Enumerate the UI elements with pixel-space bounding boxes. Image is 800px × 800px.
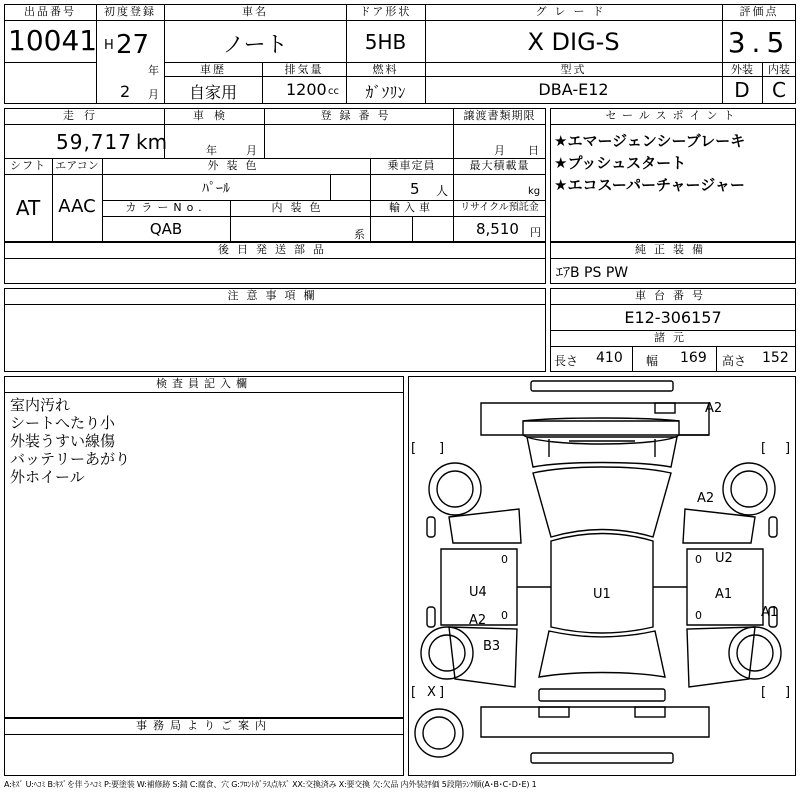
inspector-note-2: シートへたり小 bbox=[10, 414, 116, 432]
bracket: ] bbox=[785, 441, 791, 456]
reg-year: 27 bbox=[116, 30, 150, 60]
sales-point-2: ★プッシュスタート bbox=[554, 154, 687, 172]
transfer-day-unit: 日 bbox=[528, 144, 539, 157]
color: ﾊﾟｰﾙ bbox=[202, 181, 230, 197]
sales-points-label: セールスポイント bbox=[605, 109, 741, 122]
length: 410 bbox=[596, 350, 623, 366]
exterior-grade: D bbox=[734, 78, 750, 102]
displacement-unit: cc bbox=[328, 86, 339, 97]
transfer-label: 譲渡書類期限 bbox=[463, 109, 536, 122]
damage-mark: A2 bbox=[705, 401, 723, 416]
interior-color-unit: 系 bbox=[354, 228, 365, 241]
damage-mark: A1 bbox=[761, 605, 779, 620]
damage-mark: A2 bbox=[697, 491, 715, 506]
model-code-label: 型式 bbox=[560, 63, 587, 76]
fuel-label: 燃料 bbox=[372, 63, 399, 76]
zero-mark: 0 bbox=[695, 609, 702, 622]
displacement: 1200 bbox=[286, 80, 327, 99]
bracket: [ bbox=[411, 441, 417, 456]
damage-mark: U4 bbox=[469, 585, 487, 600]
bracket: [ bbox=[411, 685, 417, 700]
office-label: 事務局よりご案内 bbox=[136, 719, 272, 732]
inspector-note-1: 室内汚れ bbox=[10, 396, 71, 414]
history-label: 車歴 bbox=[200, 63, 226, 76]
door-type: 5HB bbox=[364, 30, 407, 54]
model-name: ノート bbox=[222, 33, 288, 58]
bracket: ] bbox=[785, 685, 791, 700]
chassis-label: 車台番号 bbox=[635, 289, 711, 302]
bracket: [ bbox=[761, 685, 767, 700]
interior-grade: C bbox=[772, 78, 786, 102]
reg-year-unit: 年 bbox=[148, 64, 159, 77]
mileage-label: 走行 bbox=[63, 109, 105, 122]
load-label: 最大積載量 bbox=[469, 159, 530, 172]
score: 3.5 bbox=[727, 26, 791, 59]
inspection-year-unit: 年 bbox=[206, 144, 217, 157]
sales-point-3: ★エコスーパーチャージャー bbox=[554, 176, 745, 194]
era: H bbox=[104, 38, 114, 53]
displacement-label: 排気量 bbox=[284, 63, 324, 76]
transfer-month-unit: 月 bbox=[494, 144, 505, 157]
damage-mark: X bbox=[427, 685, 436, 700]
inspection-month-unit: 月 bbox=[246, 144, 257, 157]
recycle-unit: 円 bbox=[530, 226, 541, 239]
inspector-note-3: 外装うすい線傷 bbox=[10, 432, 116, 450]
damage-mark: U1 bbox=[593, 587, 611, 602]
reg-month: 2 bbox=[120, 82, 131, 101]
length-label: 長さ bbox=[554, 354, 579, 368]
sales-point-1: ★エマージェンシーブレーキ bbox=[554, 132, 746, 150]
later-parts-label: 後日発送部品 bbox=[218, 243, 332, 256]
grade: X DIG-S bbox=[527, 28, 620, 56]
shift-label: シフト bbox=[10, 159, 46, 172]
damage-diagram bbox=[408, 376, 796, 776]
model-code: DBA-E12 bbox=[538, 80, 609, 99]
lot-label: 出品番号 bbox=[24, 5, 76, 18]
ac-label: エアコン bbox=[55, 159, 99, 172]
recycle-fee: 8,510 bbox=[476, 220, 519, 238]
capacity-label: 乗車定員 bbox=[387, 159, 436, 172]
model-name-label: 車名 bbox=[242, 5, 268, 18]
inspector-note-5: 外ホイール bbox=[10, 468, 85, 486]
width-label: 幅 bbox=[646, 354, 659, 368]
score-label: 評価点 bbox=[739, 5, 779, 18]
inspection-label: 車検 bbox=[193, 109, 235, 122]
damage-mark: A1 bbox=[715, 587, 733, 602]
damage-mark: A2 bbox=[469, 613, 487, 628]
height-label: 高さ bbox=[722, 354, 747, 368]
recycle-label: リサイクル預託金 bbox=[460, 202, 539, 213]
load-unit: kg bbox=[528, 186, 541, 197]
bracket: ] bbox=[439, 685, 445, 700]
interior-color-label: 内装色 bbox=[271, 201, 329, 214]
equipment-label: 純正装備 bbox=[635, 243, 711, 256]
width: 169 bbox=[680, 350, 707, 366]
bracket: ] bbox=[439, 441, 445, 456]
notes-label: 注意事項欄 bbox=[227, 289, 323, 302]
damage-mark: B3 bbox=[483, 639, 501, 654]
color-label: 外装色 bbox=[207, 159, 265, 172]
zero-mark: 0 bbox=[501, 553, 508, 566]
color-no: QAB bbox=[149, 220, 183, 238]
equipment-value: ｴｱB PS PW bbox=[556, 265, 629, 281]
zero-mark: 0 bbox=[695, 553, 702, 566]
interior-label: 内装 bbox=[768, 63, 790, 76]
exterior-label: 外装 bbox=[731, 63, 753, 76]
vehicle-info-section bbox=[4, 108, 546, 242]
specs-label: 諸元 bbox=[654, 331, 692, 344]
reg-month-unit: 月 bbox=[148, 88, 159, 101]
zero-mark: 0 bbox=[501, 609, 508, 622]
fuel: ｶﾞｿﾘﾝ bbox=[365, 83, 406, 102]
history: 自家用 bbox=[188, 83, 237, 102]
door-label: ドア形状 bbox=[359, 5, 412, 18]
inspector-label: 検査員記入欄 bbox=[156, 377, 252, 390]
capacity-unit: 人 bbox=[436, 184, 449, 198]
car-outline bbox=[409, 377, 795, 775]
bracket: [ bbox=[761, 441, 767, 456]
first-reg-label: 初度登録 bbox=[104, 5, 156, 18]
color-no-label: カラーNo. bbox=[125, 201, 207, 214]
inspector-note-4: バッテリーあがり bbox=[10, 450, 131, 468]
capacity: 5 bbox=[410, 180, 420, 198]
grade-label: グレード bbox=[535, 5, 612, 18]
mileage: 59,717 bbox=[56, 130, 132, 154]
mileage-unit: km bbox=[136, 130, 168, 154]
shift: AT bbox=[15, 196, 41, 220]
chassis-number: E12-306157 bbox=[624, 308, 722, 327]
height: 152 bbox=[762, 350, 789, 366]
import-label: 輸入車 bbox=[389, 201, 434, 214]
plate-label: 登録番号 bbox=[320, 109, 397, 122]
lot-number: 10041 bbox=[8, 24, 98, 57]
ac: AAC bbox=[58, 196, 96, 217]
damage-mark: U2 bbox=[715, 551, 733, 566]
damage-legend: A:ｷｽﾞ U:ﾍｺﾐ B:ｷｽﾞを伴うﾍｺﾐ P:要塗装 W:補修跡 S:錆 C:腐食、穴 G:ﾌﾛﾝﾄｶﾞﾗｽ点ｷｽﾞ XX:交換済み X:要交換 欠:欠品 内外装評価 5段階ﾗﾝｸ順(A･B･C･D･E) 1 bbox=[4, 780, 537, 789]
